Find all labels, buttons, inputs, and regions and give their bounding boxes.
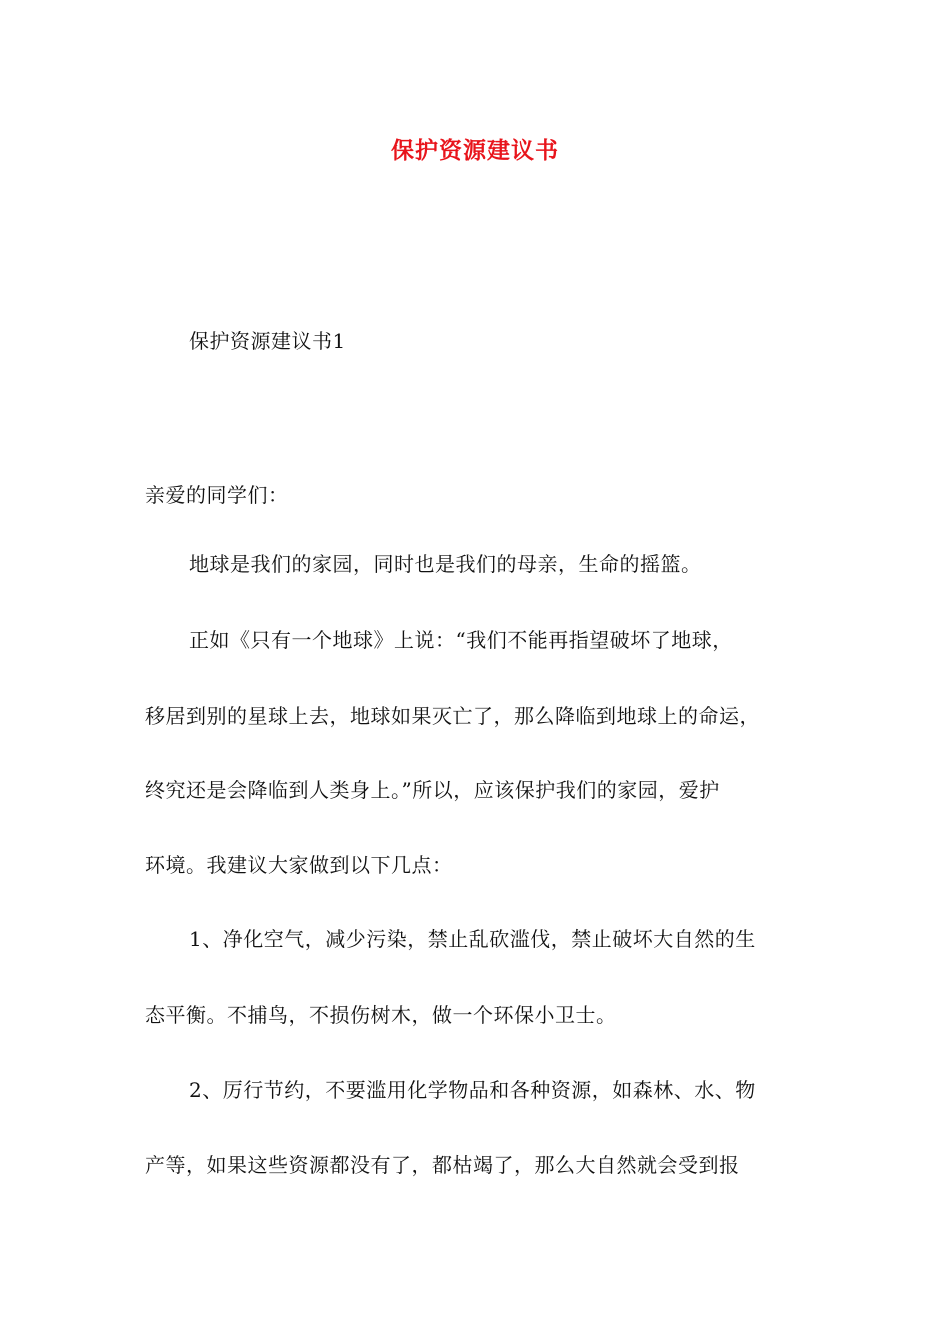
paragraph-line: 正如《只有一个地球》上说：“我们不能再指望破坏了地球，	[189, 628, 733, 652]
section-heading: 保护资源建议书1	[189, 329, 346, 353]
paragraph-line: 产等，如果这些资源都没有了，都枯竭了，那么大自然就会受到报	[145, 1153, 740, 1177]
document-title: 保护资源建议书	[391, 137, 559, 164]
paragraph-line: 态平衡。不捕鸟，不损伤树木，做一个环保小卫士。	[145, 1003, 617, 1027]
paragraph-line: 环境。我建议大家做到以下几点：	[145, 853, 453, 877]
paragraph-line: 2、厉行节约，不要滥用化学物品和各种资源，如森林、水、物	[189, 1078, 756, 1102]
paragraph-line: 移居到别的星球上去，地球如果灭亡了，那么降临到地球上的命运，	[145, 704, 760, 728]
salutation: 亲爱的同学们：	[145, 483, 289, 507]
paragraph-line: 1、净化空气，减少污染，禁止乱砍滥伐，禁止破坏大自然的生	[189, 927, 756, 951]
paragraph-line: 终究还是会降临到人类身上。”所以，应该保护我们的家园，爱护	[145, 778, 720, 802]
paragraph-line: 地球是我们的家园，同时也是我们的母亲，生命的摇篮。	[189, 552, 702, 576]
